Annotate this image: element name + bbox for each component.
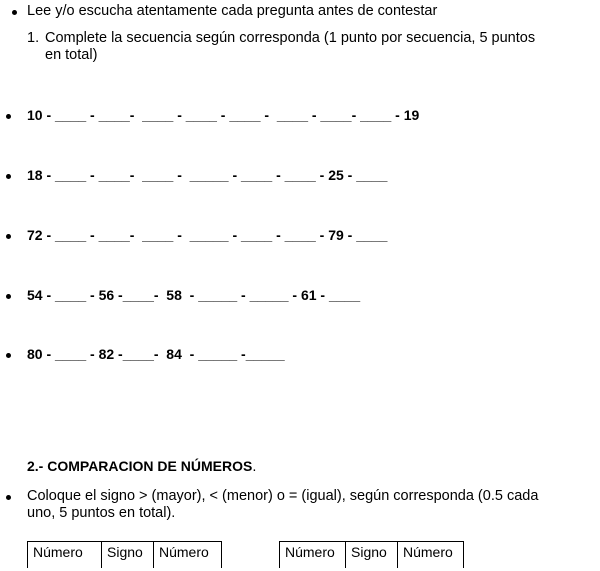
section2-instruction-line1: Coloque el signo > (mayor), < (menor) o = (igual), según corresponda (0.5 cada (27, 488, 539, 504)
bullet-icon (12, 10, 17, 15)
section1-number: 1. (27, 30, 40, 46)
bullet-icon (6, 353, 11, 358)
column-header: Signo (346, 542, 398, 569)
sequence-5: 80 - ____ - 82 -____- 84 - _____ -_____ (27, 346, 285, 362)
comparison-table-right (279, 541, 464, 568)
section1-instruction-line1: Complete la secuencia según corresponda (1 punto por secuencia, 5 puntos (45, 30, 536, 46)
section2-title-text: 2.- COMPARACION DE NÚMEROS (27, 458, 253, 474)
bullet-icon (6, 114, 11, 119)
bullet-icon (6, 495, 11, 500)
section2-title (27, 458, 256, 476)
bullet-icon (6, 294, 11, 299)
column-header: Signo (102, 542, 154, 569)
section1-instruction-line2: en total) (45, 47, 98, 63)
sequence-1: 10 - ____ - ____- ____ - ____ - ____ - ____ - ____- ____ - 19 (27, 107, 420, 123)
sequence-3: 72 - ____ - ____- ____ - _____ - ____ - ____ - 79 - ____ (27, 227, 388, 243)
bullet-icon (6, 174, 11, 179)
instruction-text: Lee y/o escucha atentamente cada pregunta antes de contestar (27, 3, 438, 19)
column-header: Número (28, 542, 102, 569)
table-header-row (280, 542, 464, 569)
section2-instruction-line2: uno, 5 puntos en total). (27, 505, 176, 521)
column-header: Número (398, 542, 464, 569)
table-header-row (28, 542, 222, 569)
column-header: Número (154, 542, 222, 569)
column-header: Número (280, 542, 346, 569)
comparison-table-left (27, 541, 222, 568)
bullet-icon (6, 234, 11, 239)
section2-title-suffix: . (252, 459, 257, 475)
sequence-2: 18 - ____ - ____- ____ - _____ - ____ - ____ - 25 - ____ (27, 167, 388, 183)
sequence-4: 54 - ____ - 56 -____- 58 - _____ - _____ - 61 - ____ (27, 287, 361, 303)
